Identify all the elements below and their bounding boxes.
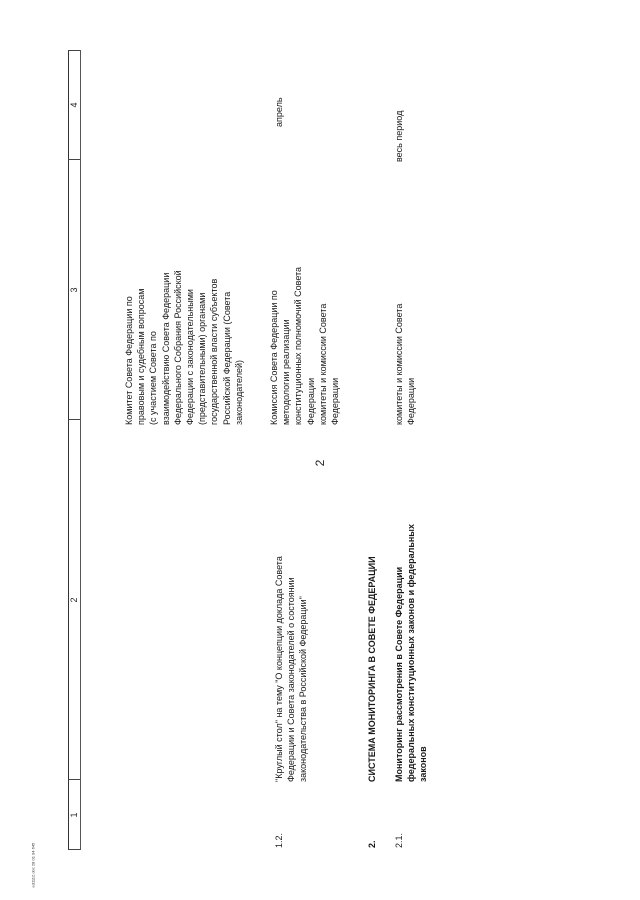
resp-line: государственной власти субъектов [209, 278, 220, 425]
desc-line: законов [418, 746, 429, 782]
section-title: СИСТЕМА МОНИТОРИНГА В СОВЕТЕ ФЕДЕРАЦИИ [367, 556, 377, 782]
resp-line: (представительными) органами [197, 292, 208, 425]
resp-line: законодателей) [233, 359, 244, 425]
table-header [68, 50, 80, 850]
desc-line: федеральных конституционных законов и федеральных [406, 524, 417, 782]
row-description [393, 524, 430, 782]
resp-line: конституционных полномочий Совета [293, 266, 304, 425]
header-col-3: 3 [69, 287, 79, 293]
resp-line: комитеты и комиссии Совета [317, 303, 328, 425]
resp-line: взаимодействию Совета Федерации [160, 272, 171, 425]
resp-line: Федерации с законодательными [185, 289, 196, 425]
desc-line: законодательства в Российской Федерации" [298, 596, 309, 782]
footer-code [28, 820, 38, 900]
header-bottom-rule [80, 50, 81, 850]
resp-line: Комитет Совета Федерации по [124, 296, 134, 425]
resp-line: Комиссия Совета Федерации по [269, 290, 279, 425]
desc-line: Федерации и Совета законодателей о состоянии [286, 577, 297, 782]
row-description [273, 556, 310, 782]
resp-line: правовым и судебным вопросам [136, 288, 147, 425]
row-responsible [268, 267, 341, 425]
resp-line: Федерации [305, 377, 316, 425]
resp-line: Российской Федерации (Совета [221, 291, 232, 425]
resp-line: комитеты и комиссии Совета [394, 303, 404, 425]
section-number: 2. [367, 840, 377, 848]
desc-line: "Круглый стол" на тему "О концепции доклада Совета [274, 556, 284, 782]
row-date: апрель [274, 97, 284, 127]
row-number: 1.2. [274, 832, 284, 848]
resp-line: Федерального Собрания Российской [172, 270, 183, 425]
resp-line: методологии реализации [281, 319, 292, 425]
resp-line: Федерации [330, 377, 341, 425]
page-number: 2 [313, 459, 327, 467]
row-responsible [393, 304, 417, 425]
desc-line: Мониторинг рассмотрения в Совете Федерации [394, 566, 404, 782]
header-col-4: 4 [69, 102, 79, 108]
row-number: 2.1. [394, 832, 404, 848]
header-col-1: 1 [69, 812, 79, 818]
row-date: весь период [394, 110, 404, 162]
footer-code-text: ed1112.doc 28 01 04 645 [30, 842, 36, 888]
resp-line: Федерации [406, 377, 417, 425]
resp-line: (с участием Совета по [148, 331, 159, 425]
row-responsible [123, 270, 245, 425]
header-col-2: 2 [69, 597, 79, 603]
plan-table [68, 50, 428, 850]
